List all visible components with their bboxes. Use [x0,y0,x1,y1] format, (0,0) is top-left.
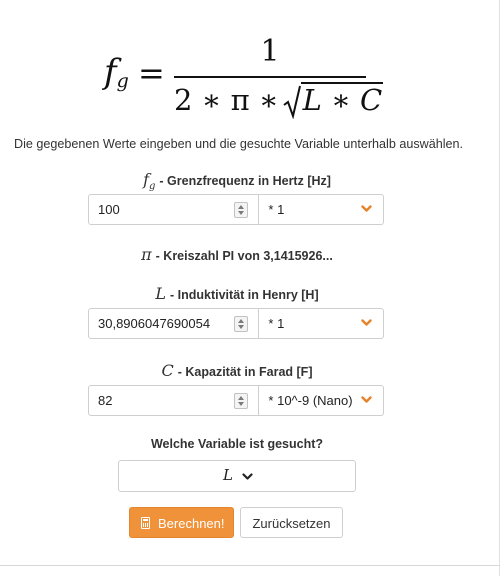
formula-radicand: L ∗ C [302,83,383,117]
frequency-spinner-icon[interactable] [234,202,248,218]
wanted-variable-select[interactable] [118,460,356,492]
frequency-symbol: $f_g$ [143,170,156,193]
chevron-down-icon [242,473,253,481]
capacitance-spinner-icon[interactable] [234,393,248,409]
frequency-value: 100 [98,202,120,217]
formula-equals: = [138,54,165,92]
frequency-input[interactable] [88,194,259,225]
capacitance-unit-select[interactable] [259,385,384,416]
formula-denominator [174,82,383,119]
page-border-bottom [0,565,500,566]
calculate-button[interactable] [129,507,234,538]
capacitance-value: 82 [98,393,113,408]
reset-button[interactable] [240,507,343,538]
frequency-unit-value: * 1 [268,202,285,217]
wanted-variable-value: L [223,466,233,484]
wanted-variable-label: Welche Variable ist gesucht? [150,437,324,451]
intro-text: Die gegebenen Werte eingeben und die gesuchte Variable unterhalb auswählen. [14,137,464,151]
sqrt-icon [283,85,301,119]
formula-display [0,32,500,122]
pi-label: π - Kreiszahl PI von 3,1415926... [141,245,333,264]
calculate-button-label: Berechnen! [158,516,225,531]
inductance-row [88,308,384,339]
inductance-spinner-icon[interactable] [234,316,248,332]
inductance-label: L - Induktivität in Henry [H] [155,284,319,303]
frequency-row [88,194,384,225]
pi-symbol: π [141,245,152,264]
frequency-label: $f_g$ - Grenzfrequenz in Hertz [Hz] [143,170,331,193]
chevron-down-icon [361,319,372,327]
formula-fraction-bar [174,76,366,78]
formula-numerator: 1 [260,34,280,69]
inductance-unit-value: * 1 [268,316,285,331]
capacitance-unit-value: * 10^-9 (Nano) [268,393,353,408]
formula-denominator-prefix: 2 ∗ π ∗ [174,83,279,117]
inductance-unit-select[interactable] [259,308,384,339]
frequency-unit-select[interactable] [259,194,384,225]
inductance-symbol: L [155,284,166,303]
calculator-icon [141,517,150,529]
chevron-down-icon [361,396,372,404]
inductance-value: 30,8906047690054 [98,316,211,331]
capacitance-row [88,385,384,416]
inductance-input[interactable] [88,308,259,339]
capacitance-input[interactable] [88,385,259,416]
capacitance-label: C - Kapazität in Farad [F] [161,361,313,380]
formula-lhs: $f_g$ [104,52,129,92]
chevron-down-icon [361,205,372,213]
reset-button-label: Zurücksetzen [252,516,331,531]
capacitance-symbol: C [161,361,174,380]
